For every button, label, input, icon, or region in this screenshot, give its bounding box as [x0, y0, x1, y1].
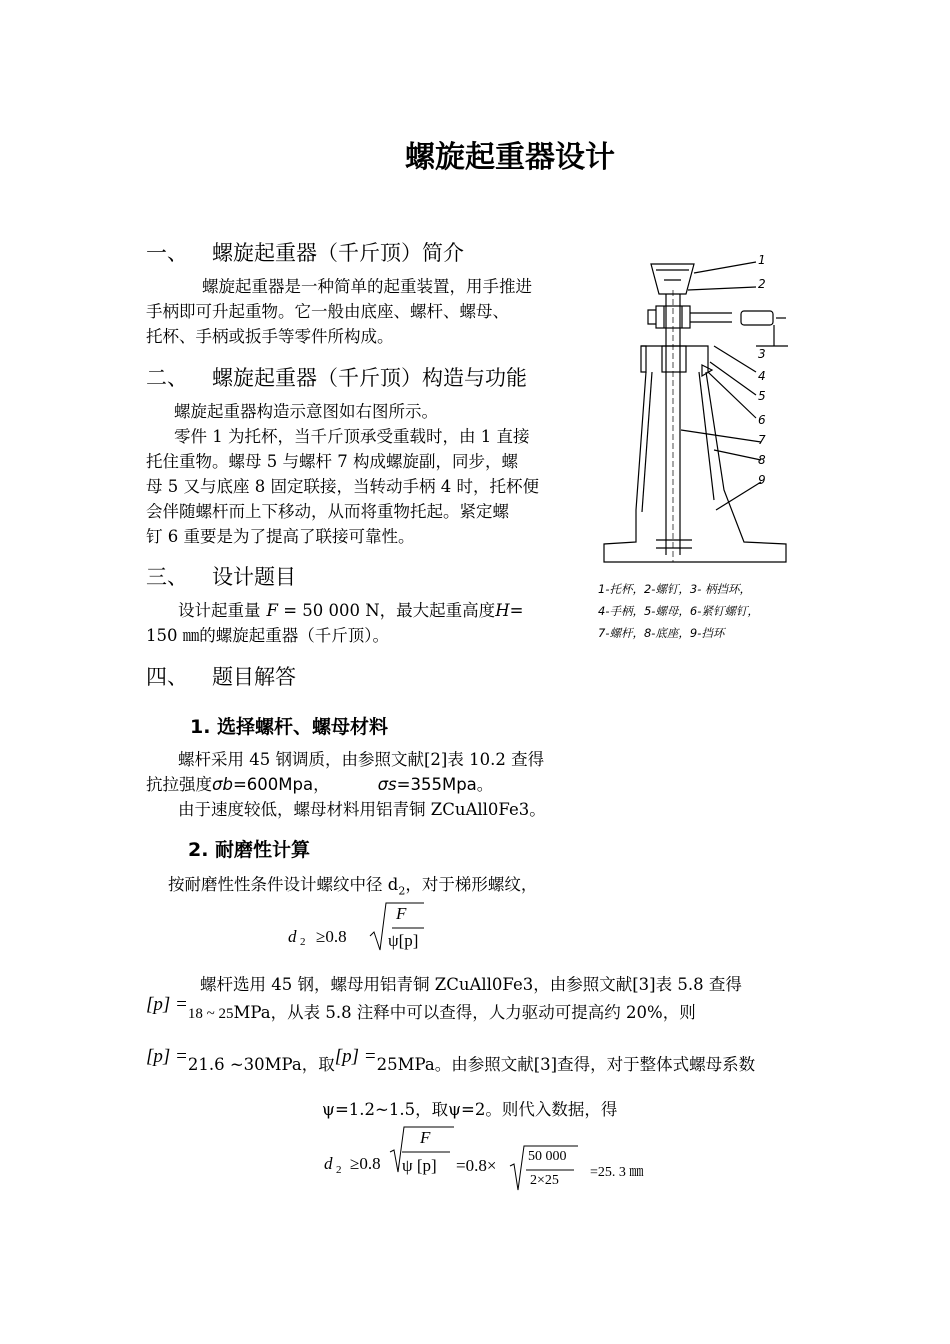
caption-line: 7-螺杆，8-底座，9-挡环 [598, 626, 725, 640]
part-label: 5 [758, 389, 766, 403]
text-line: 手柄即可升起重物。它一般由底座、螺杆、螺母、 [146, 302, 509, 321]
text-line: 150 ㎜的螺旋起重器（千斤顶）。 [146, 626, 389, 645]
text-line: 零件 1 为托杯，当千斤顶承受重载时，由 1 直接 [174, 427, 530, 446]
section-title: 设计题目 [212, 565, 296, 589]
part-label: 1 [758, 253, 766, 267]
section-number: 一、 [146, 241, 188, 265]
var-d: d [288, 927, 297, 946]
var-H: H [495, 601, 510, 620]
operator: =0.8× [456, 1156, 497, 1175]
section-heading-1 [146, 237, 464, 267]
pressure-line-2 [146, 1046, 756, 1077]
text-line: 螺旋起重器是一种简单的起重装置，用手推进 [202, 277, 532, 296]
text-line: 托住重物。螺母 5 与螺杆 7 构成螺旋副，同步，螺 [146, 452, 518, 471]
numerator: 50 000 [528, 1149, 567, 1164]
section-title: 螺旋起重器（千斤顶）简介 [212, 241, 464, 265]
numerator: F [420, 1128, 431, 1147]
part-label: 7 [758, 433, 766, 447]
caption-line: 1-托杯，2-螺钉，3- 柄挡环， [598, 582, 752, 596]
allowable-pressure-symbol: [p] = [146, 994, 188, 1015]
pressure-line-1 [146, 994, 696, 1027]
text-line: 钉 6 重要是为了提高了联接可靠性。 [146, 527, 415, 546]
denominator: ψ [p] [402, 1156, 437, 1175]
text: 25MPa。由参照文献[3]查得，对于整体式螺母系数 [376, 1055, 756, 1074]
text-line: 由于速度较低，螺母材料用铝青铜 ZCuAll0Fe3。 [178, 800, 546, 819]
part-label: 2 [758, 277, 766, 291]
wear-intro-line [168, 872, 537, 903]
section-title: 题目解答 [212, 665, 296, 689]
section-number: 四、 [146, 665, 188, 689]
text-line: 螺杆采用 45 钢调质，由参照文献[2]表 10.2 查得 [178, 750, 545, 769]
subscript: 2 [336, 1164, 342, 1176]
text: = 50 000 N，最大起重高度 [277, 601, 496, 620]
subheading-materials: 1. 选择螺杆、螺母材料 [190, 716, 389, 738]
text: = [509, 601, 524, 620]
section-number: 二、 [146, 366, 188, 390]
section-heading-4 [146, 661, 296, 691]
section-title: 螺旋起重器（千斤顶）构造与功能 [212, 366, 527, 390]
figure-caption [598, 578, 798, 644]
task-paragraph [146, 598, 586, 648]
text: =355Mpa。 [396, 775, 494, 794]
numerator: F [396, 904, 407, 923]
denominator: 2×25 [530, 1173, 559, 1188]
sigma-s: σs [377, 775, 397, 794]
text: =600Mpa， [232, 775, 330, 794]
text-line: ψ=1.2~1.5，取ψ=2。则代入数据，得 [322, 1100, 618, 1119]
caption-line: 4-手柄，5-螺母，6-紧钉螺钉， [598, 604, 759, 618]
text: ，对于梯形螺纹， [405, 875, 538, 894]
text-line: 螺旋起重器构造示意图如右图所示。 [174, 402, 438, 421]
text: 21.6 ~30MPa，取 [187, 1055, 335, 1074]
materials-paragraph [146, 747, 606, 822]
section-heading-2 [146, 362, 527, 392]
var-F: F [266, 601, 278, 620]
text: 抗拉强度 [146, 775, 212, 794]
text: 按耐磨性性条件设计螺纹中径 d [168, 875, 399, 894]
part-label: 6 [758, 413, 766, 427]
text-line: 螺杆选用 45 钢，螺母用铝青铜 ZCuAll0Fe3，由参照文献[3]表 5.8 查得 [200, 975, 742, 994]
text-line [146, 772, 606, 797]
page-title: 螺旋起重器设计 [405, 140, 615, 175]
text-line: 托杯、手柄或扳手等零件所构成。 [146, 327, 394, 346]
operator: ≥0.8 [350, 1154, 381, 1173]
part-label: 8 [758, 453, 766, 467]
intro-paragraph [146, 274, 596, 349]
text-line: 母 5 又与底座 8 固定联接，当转动手柄 4 时，托杯便 [146, 477, 539, 496]
allowable-pressure-symbol: [p] = [334, 1046, 377, 1067]
text: 设计起重量 [178, 601, 261, 620]
part-label: 9 [758, 473, 766, 487]
subscript: 2 [300, 936, 306, 948]
var-d: d [324, 1154, 333, 1173]
text-line [146, 598, 586, 623]
text-line: 会伴随螺杆而上下移动，从而将重物托起。紧定螺 [146, 502, 509, 521]
section-number: 三、 [146, 565, 188, 589]
section-heading-3 [146, 561, 296, 591]
operator: ≥0.8 [316, 927, 347, 946]
subscript: 2 [398, 884, 406, 898]
subheading-wear: 2. 耐磨性计算 [188, 839, 311, 861]
value: 18 ~ 25 [187, 1006, 234, 1022]
screw-jack-diagram [596, 250, 796, 580]
denominator: ψ[p] [388, 931, 419, 950]
result: =25. 3 ㎜ [590, 1165, 644, 1180]
formula-d2-result [324, 1124, 684, 1194]
part-label: 3 [758, 347, 766, 361]
allowable-pressure-symbol: [p] = [146, 1046, 188, 1067]
structure-paragraph [146, 399, 596, 549]
sigma-b: σb [212, 775, 233, 794]
text: MPa，从表 5.8 注释中可以查得，人力驱动可提高约 20%，则 [233, 1003, 696, 1022]
part-label: 4 [758, 369, 766, 383]
